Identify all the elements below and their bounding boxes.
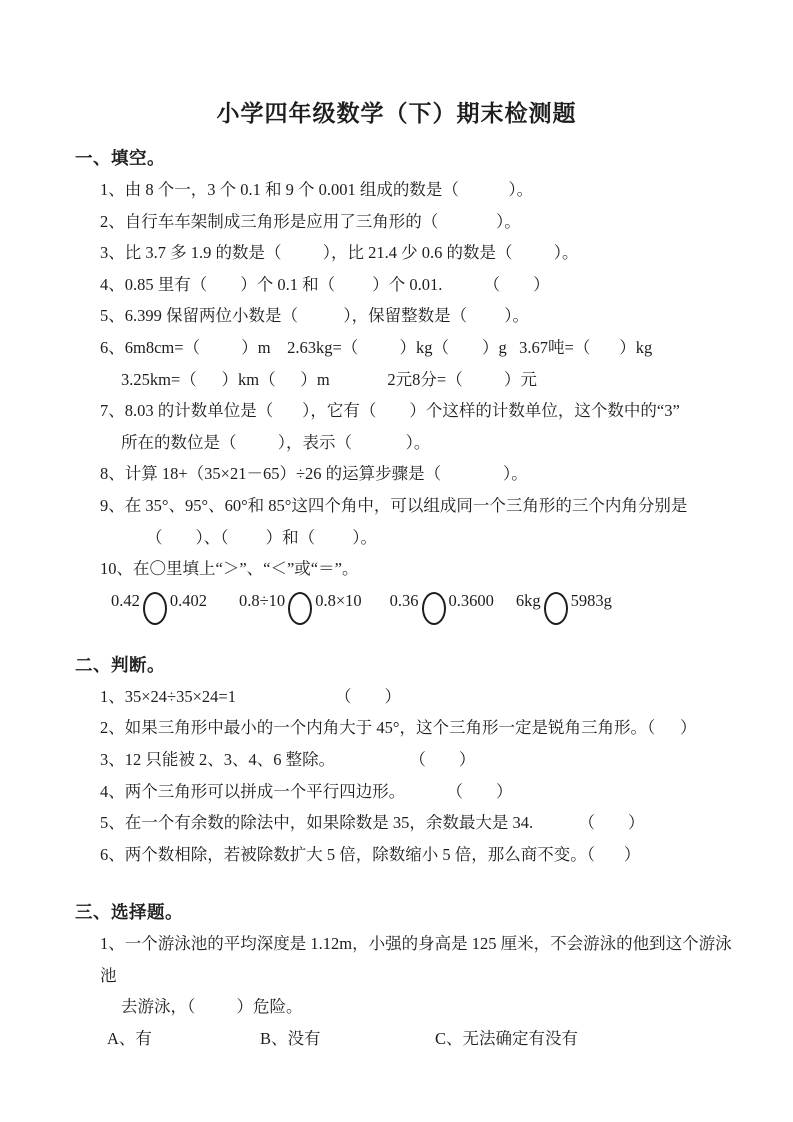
comparison-item-4: [516, 585, 612, 625]
fill-in-circle: [288, 592, 312, 625]
comparison-item-2: [239, 585, 362, 625]
fill-in-circle: [422, 592, 446, 625]
fill-question-1: 1、由 8 个一，3 个 0.1 和 9 个 0.001 组成的数是（ ）。: [100, 180, 534, 199]
comparison-item-3: [390, 585, 494, 625]
judge-question-3: 3、12 只能被 2、3、4、6 整除。 （ ）: [100, 749, 476, 769]
comparison-left-value: 0.36: [389, 590, 419, 610]
choice-option-b: B、没有: [260, 1029, 321, 1049]
comparison-right-value: 0.3600: [448, 590, 494, 610]
section-choice: [75, 896, 743, 1054]
section-fill-in: [75, 142, 743, 631]
comparison-right-value: 0.402: [169, 590, 207, 610]
fill-question-6-line-2: 3.25km=（ ）km（ ）m 2元8分=（ ）元: [121, 369, 537, 389]
comparison-right-value: 5983g: [570, 590, 612, 610]
section-heading-fill-in: 一、填空。: [75, 148, 165, 168]
fill-question-10: 10、在〇里填上“＞”、“＜”或“＝”。: [100, 559, 359, 579]
exam-content: [0, 142, 793, 1055]
comparison-row: [75, 585, 743, 631]
comparison-left-value: 0.42: [111, 590, 140, 610]
fill-question-7-line-2: 所在的数位是（ ），表示（ ）。: [121, 432, 431, 452]
choice-options-row: [75, 1023, 743, 1055]
section-heading-choice: 三、选择题。: [75, 902, 183, 923]
section-heading-judgment: 二、判断。: [75, 654, 165, 675]
fill-question-7-line-1: 7、8.03 的计数单位是（ ），它有（ ）个这样的计数单位，这个数中的“3”: [100, 401, 680, 421]
fill-question-9-line-2: （ ）、（ ）和（ ）。: [146, 527, 377, 547]
fill-question-6-line-1: 6、6m8cm=（ ）m 2.63kg=（ ）kg（ ）g 3.67吨=（ ）kg: [100, 337, 653, 357]
judge-question-6: 6、两个数相除，若被除数扩大 5 倍，除数缩小 5 倍，那么商不变。（ ）: [100, 844, 641, 864]
fill-question-5: 5、6.399 保留两位小数是（ ），保留整数是（ ）。: [100, 306, 529, 326]
judge-question-2: 2、如果三角形中最小的一个内角大于 45°，这个三角形一定是锐角三角形。（ ）: [100, 718, 697, 738]
choice-question-1-line-1: 1、一个游泳池的平均深度是 1.12m，小强的身高是 125 厘米，不会游泳的他到这个游泳池: [100, 934, 732, 985]
judge-question-1: 1、35×24÷35×24=1 （ ）: [100, 686, 401, 706]
fill-in-circle: [544, 592, 568, 625]
fill-question-9-line-1: 9、在 35°、95°、60°和 85°这四个角中，可以组成同一个三角形的三个内角分别是: [100, 495, 688, 515]
fill-in-circle: [143, 592, 167, 625]
fill-question-8: 8、计算 18+（35×21－65）÷26 的运算步骤是（ ）。: [100, 464, 528, 484]
fill-question-3: 3、比 3.7 多 1.9 的数是（ ），比 21.4 少 0.6 的数是（ ）。: [100, 243, 579, 263]
comparison-right-value: 0.8×10: [315, 590, 362, 610]
judge-question-5: 5、在一个有余数的除法中，如果除数是 35，余数最大是 34. （ ）: [100, 813, 645, 833]
choice-option-a: A、有: [107, 1029, 152, 1049]
fill-question-2: 2、自行车车架制成三角形是应用了三角形的（ ）。: [100, 211, 521, 231]
fill-question-4: 4、0.85 里有（ ）个 0.1 和（ ）个 0.01. （ ）: [100, 274, 550, 294]
page-title: 小学四年级数学（下）期末检测题: [216, 101, 577, 126]
comparison-item-1: [111, 585, 207, 625]
section-judgment: [75, 649, 743, 871]
judge-question-4: 4、两个三角形可以拼成一个平行四边形。 （ ）: [100, 781, 513, 801]
choice-question-1-line-2: 去游泳，（ ）危险。: [121, 997, 303, 1017]
choice-option-c: C、无法确定有没有: [435, 1029, 579, 1049]
comparison-left-value: 0.8÷10: [239, 590, 286, 610]
comparison-left-value: 6kg: [515, 590, 541, 610]
